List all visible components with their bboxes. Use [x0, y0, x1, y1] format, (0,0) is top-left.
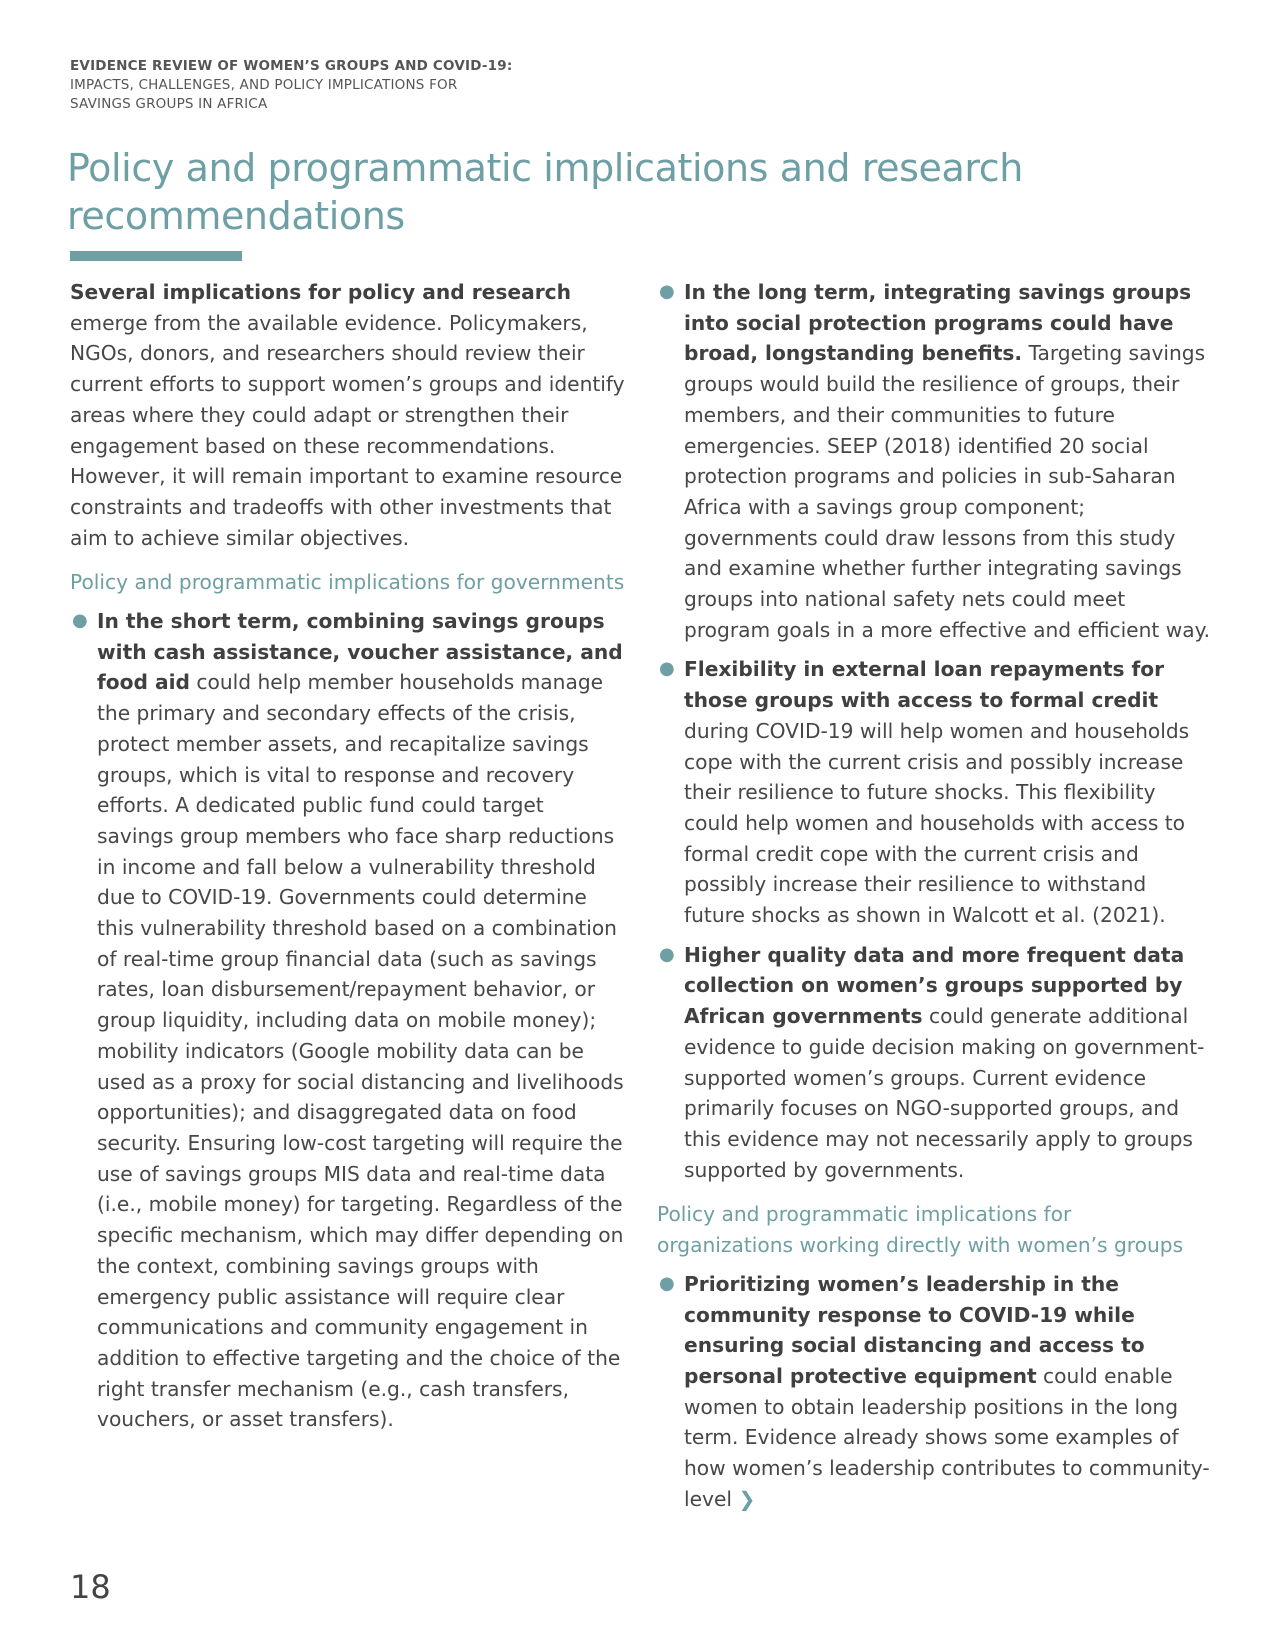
bullet-lead: Flexibility in external loan repayments for those groups with access to formal credit: [684, 657, 1165, 713]
running-head: [70, 57, 590, 114]
right-column: [657, 277, 1212, 1523]
bullet-icon: ●: [659, 658, 675, 680]
bullet-lead: In the long term, integrating savings groups into social protection programs could have broad, longstanding benefits.: [684, 280, 1192, 366]
bullet-text: could enable women to obtain leadership positions in the long term. Evidence already shows some examples of how women’s leadership contributes to community-level: [684, 1363, 1210, 1511]
government-bullet-list: [70, 606, 625, 1435]
bullet-lead: In the short term, combining savings groups with cash assistance, voucher assistance, and food aid: [97, 609, 623, 695]
list-item: [70, 606, 625, 1435]
list-item: [657, 940, 1212, 1186]
bullet-text: could generate additional evidence to guide decision making on government-supported women’s groups. Current evidence primarily focuses on NGO-supported groups, and this evidence may not necessarily apply to groups supported by governments.: [684, 1004, 1205, 1182]
intro-lead: Several implications for policy and research: [70, 280, 571, 304]
subheading-governments: Policy and programmatic implications for governments: [70, 570, 625, 595]
list-item: [657, 654, 1212, 930]
chevron-right-icon: ❯: [738, 1486, 756, 1511]
bullet-icon: ●: [72, 610, 88, 632]
subheading-organizations: Policy and programmatic implications for organizations working directly with women’s groups: [657, 1202, 1184, 1258]
bullet-text: Targeting savings groups would build the resilience of groups, their members, and their communities to future emergencies. SEEP (2018) identified 20 social protection programs and policies in sub-Saharan Africa with a savings group component; governments could draw lessons from this study and examine whether further integrating savings groups into national safety nets could meet program goals in a more effective and efficient way.: [684, 341, 1211, 642]
intro-paragraph: [70, 277, 625, 553]
bullet-icon: ●: [659, 943, 675, 965]
bullet-lead: Prioritizing women’s leadership in the community response to COVID-19 while ensuring social distancing and access to personal protective equipment: [684, 1271, 1145, 1388]
left-column: [70, 277, 625, 1444]
running-head-line-2: IMPACTS, CHALLENGES, AND POLICY IMPLICATIONS FOR: [70, 77, 458, 93]
running-head-line-1: EVIDENCE REVIEW OF WOMEN’S GROUPS AND COVID-19:: [70, 58, 513, 74]
page-number: 18: [70, 1568, 111, 1606]
organization-bullet-list: [657, 1269, 1212, 1515]
bullet-icon: ●: [659, 281, 675, 302]
bullet-lead: Higher quality data and more frequent data collection on women’s groups supported by African governments: [684, 942, 1185, 1029]
title-underline: [70, 251, 242, 261]
page-title: Policy and programmatic implications and research recommendations: [67, 146, 1023, 238]
list-item: [657, 277, 1212, 645]
bullet-icon: ●: [659, 1272, 675, 1294]
running-head-line-3: SAVINGS GROUPS IN AFRICA: [70, 96, 268, 112]
bullet-text: during COVID-19 will help women and households cope with the current crisis and possibly increase their resilience to future shocks. This flexibility could help women and households with access to formal credit cope with the current crisis and possibly increase their resilience to withstand future shocks as shown in Walcott et al. (2021).: [684, 718, 1190, 928]
intro-text: emerge from the available evidence. Policymakers, NGOs, donors, and researchers should review their current efforts to support women’s groups and identify areas where they could adapt or strengthen their engagement based on these recommendations. However, it will remain important to examine resource constraints and tradeoffs with other investments that aim to achieve similar objectives.: [70, 310, 625, 550]
government-bullet-list-continued: [657, 277, 1212, 1185]
list-item: [657, 1269, 1212, 1515]
bullet-text: could help member households manage the primary and secondary effects of the crisis, protect member assets, and recapitalize savings groups, which is vital to response and recovery efforts. A dedicated public fund could target savings group members who face sharp reductions in income and fall below a vulnerability threshold due to COVID-19. Governments could determine this vulnerability threshold based on a combination of real-time group financial data (such as savings rates, loan disbursement/repayment behavior, or group liquidity, including data on mobile money); mobility indicators (Google mobility data can be used as a proxy for social distancing and livelihoods opportunities); and disaggregated data on food security. Ensuring low-cost targeting will require the use of savings groups MIS data and real-time data (i.e., mobile money) for targeting. Regardless of the specific mechanism, which may differ depending on the context, combining savings groups with emergency public assistance will require clear communications and community engagement in addition to effective targeting and the choice of the right transfer mechanism (e.g., cash transfers, vouchers, or asset transfers).: [97, 670, 624, 1432]
